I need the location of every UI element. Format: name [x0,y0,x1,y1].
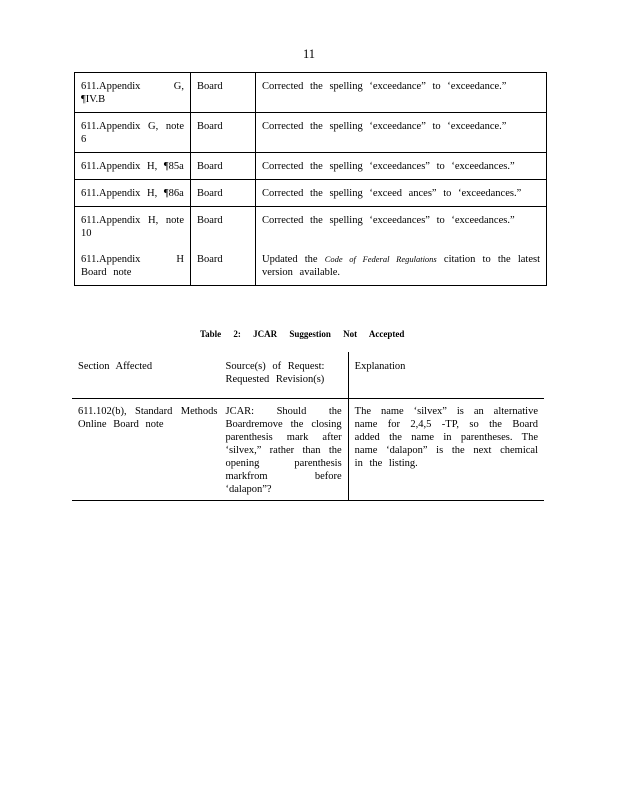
source-cell: JCAR: Should the Boardremove the closing parenthesis mark after ‘silvex,” rather than the opening parenthesis markfrom before ‘dalapon”? [220,399,349,501]
cfr-title: Code of Federal Regulations [324,254,437,264]
amendments-table [74,72,547,286]
source-cell: Board [191,113,256,153]
section-cell: 611.102(b), Standard Methods Online Board note [72,399,220,501]
header-section-affected: Section Affected [72,352,220,399]
section-cell: 611.Appendix H, ¶85a [75,153,191,180]
explanation-cell: Corrected the spelling ‘exceedances” to ‘exceedances.” [256,207,547,247]
section-cell: 611.Appendix G, note 6 [75,113,191,153]
source-cell: Board [191,153,256,180]
header-explanation: Explanation [348,352,544,399]
explanation-cell: Corrected the spelling ‘exceedance” to ‘exceedance.” [256,113,547,153]
source-cell: Board [191,180,256,207]
header-source: Source(s) of Request: Requested Revision(s) [220,352,349,399]
section-cell: 611.Appendix H, ¶86a [75,180,191,207]
table-row [75,246,547,286]
source-cell: Board [191,73,256,113]
table-row [75,113,547,153]
explanation-cell [256,246,547,286]
table-row [75,180,547,207]
table-row [75,153,547,180]
explanation-cell: Corrected the spelling ‘exceedance” to ‘exceedance.” [256,73,547,113]
suggestions-table [72,352,544,501]
explanation-cell: Corrected the spelling ‘exceedances” to ‘exceedances.” [256,153,547,180]
explanation-cell: Corrected the spelling ‘exceed ances” to ‘exceedances.” [256,180,547,207]
page-number: 11 [302,47,316,61]
section-cell: 611.Appendix G, ¶IV.B [75,73,191,113]
table-header-row [72,352,544,399]
source-cell: Board [191,207,256,247]
explanation-text: citation to the latest version available. [262,254,541,278]
section-cell: 611.Appendix H, note 10 [75,207,191,247]
section-cell: 611.Appendix H Board note [75,246,191,286]
source-cell: Board [191,246,256,286]
table-row [72,399,544,501]
explanation-text: Updated the [262,254,318,265]
table-row [75,73,547,113]
table-caption: Table 2: JCAR Suggestion Not Accepted [200,329,405,339]
explanation-cell: The name ‘silvex” is an alternative name for 2,4,5 -TP, so the Board added the name in parentheses. The name ‘dalapon” is the next chemical in the listing. [348,399,544,501]
table-row [75,207,547,247]
